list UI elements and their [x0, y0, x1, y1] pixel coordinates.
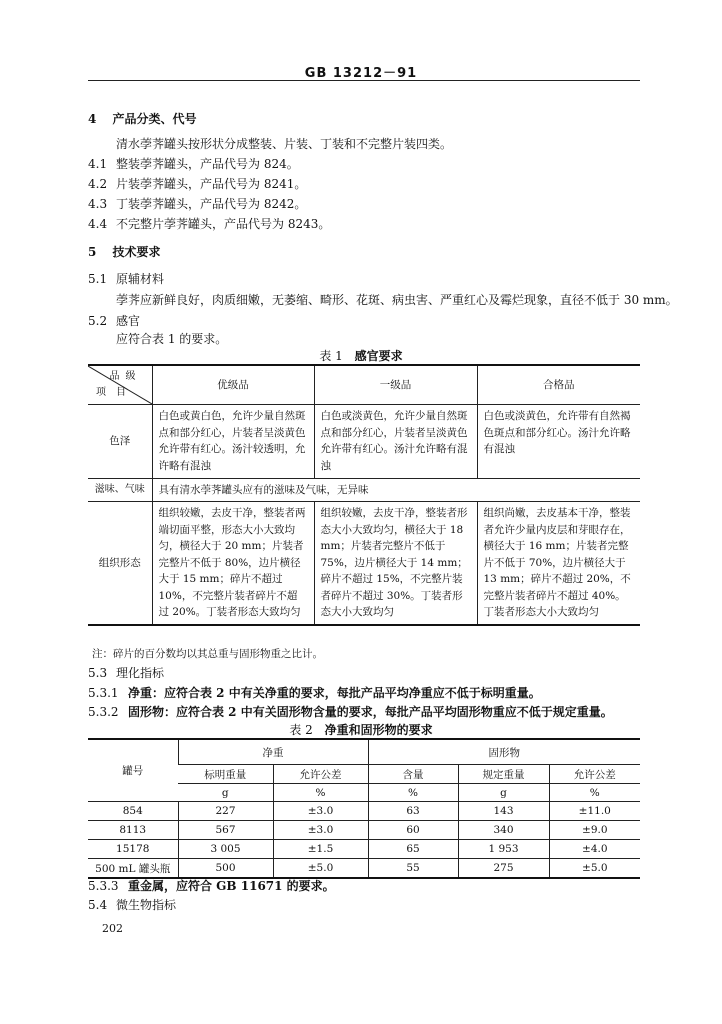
- table-cell: 组织较嫩，去皮干净，整装者两端切面平整，形态大小大致均匀，横径大于 20 mm；片装者完整片不低于 80%，边片横径大于 15 mm；碎片不超过 10%，不完整片装者碎片不超过 20%。丁装者形态大致均匀: [152, 502, 314, 625]
- unit-label: %: [273, 784, 368, 802]
- section-4-heading: [88, 110, 197, 127]
- table-diagonal-header: 品级 项目: [88, 365, 152, 405]
- subsection-5-1: 5.1 原辅材料: [88, 272, 165, 286]
- table-cell: 白色或淡黄色，允许少量自然斑点和部分红心，片装者呈淡黄色允许带有红心。汤汁允许略有混浊: [314, 405, 477, 479]
- column-header: 合格品: [477, 365, 640, 405]
- list-item: 4.4 不完整片荸荠罐头，产品代号为 8243。: [88, 217, 331, 231]
- table-row: 15178 3 005 ±1.5 65 1 953 ±4.0: [88, 840, 640, 859]
- table-row: [88, 479, 640, 502]
- table-row: 8113 567 ±3.0 60 340 ±9.0: [88, 821, 640, 840]
- column-header: 规定重量: [458, 765, 549, 784]
- header-rule: [88, 80, 640, 81]
- row-label: 滋味、气味: [88, 479, 152, 502]
- row-label: 色泽: [88, 405, 152, 479]
- column-header: 允许公差: [273, 765, 368, 784]
- subsection-5-4: 5.4 微生物指标: [88, 898, 177, 912]
- list-item: 4.3 丁装荸荠罐头，产品代号为 8242。: [88, 197, 307, 211]
- column-header: 一级品: [314, 365, 477, 405]
- table-row: [88, 405, 640, 479]
- table-2-caption: 表 2 净重和固形物的要求: [289, 723, 433, 737]
- column-header: 允许公差: [549, 765, 640, 784]
- subsection-5-3-1: 5.3.1 净重：应符合表 2 中有关净重的要求，每批产品平均净重应不低于标明重量。: [88, 686, 541, 700]
- unit-label: %: [368, 784, 458, 802]
- section-4-intro: 清水荸荠罐头按形状分成整装、片装、丁装和不完整片装四类。: [116, 137, 453, 151]
- unit-label: g: [458, 784, 549, 802]
- table-cell: 组织较嫩，去皮干净，整装者形态大小大致均匀，横径大于 18 mm；片装者完整片不低于 75%，边片横径大于 14 mm；碎片不超过 15%，不完整片装者碎片不超过 30%。丁装者形态大小大致均匀: [314, 502, 477, 625]
- column-header-can: 罐号: [88, 739, 178, 802]
- table-row: 500 mL 罐头瓶 500 ±5.0 55 275 ±5.0: [88, 859, 640, 879]
- table-cell: 组织尚嫩，去皮基本干净，整装者允许少量内皮层和芽眼存在，横径大于 16 mm；片装者完整片不低于 70%，边片横径大于 13 mm；碎片不超过 20%，不完整片装者碎片不超过 40%。丁装者形态大小大致均匀: [477, 502, 640, 625]
- section-title: 产品分类、代号: [112, 112, 197, 126]
- row-label: 组织形态: [88, 502, 152, 625]
- list-item: 4.1 整装荸荠罐头，产品代号为 824。: [88, 157, 299, 171]
- list-item: 4.2 片装荸荠罐头，产品代号为 8241。: [88, 177, 307, 191]
- section-5-heading: [88, 243, 161, 260]
- subsection-5-2: 5.2 感官: [88, 314, 141, 328]
- subsection-5-3-3: 5.3.3 重金属，应符合 GB 11671 的要求。: [88, 879, 335, 893]
- group-header-solid: 固形物: [368, 739, 640, 765]
- subsection-5-3-2: 5.3.2 固形物：应符合表 2 中有关固形物含量的要求，每批产品平均固形物重应不低于规定重量。: [88, 705, 613, 719]
- group-header-net: 净重: [178, 739, 368, 765]
- column-header: 标明重量: [178, 765, 273, 784]
- table-1-sensory: [88, 364, 640, 626]
- page-number: 202: [102, 922, 123, 935]
- section-num: 5: [88, 245, 97, 259]
- column-header: 含量: [368, 765, 458, 784]
- table-2-net-weight: [88, 738, 640, 879]
- table-1-note: 注：碎片的百分数均以其总重与固形物重之比计。: [92, 648, 323, 660]
- document-header: GB 13212－91: [304, 66, 418, 81]
- subsection-5-1-text: 荸荠应新鲜良好，肉质细嫩，无萎缩、畸形、花斑、病虫害、严重红心及霉烂现象，直径不低于 30 mm。: [116, 293, 678, 307]
- column-header: 优级品: [152, 365, 314, 405]
- unit-label: g: [178, 784, 273, 802]
- section-title: 技术要求: [112, 245, 161, 259]
- subsection-5-2-text: 应符合表 1 的要求。: [116, 332, 228, 346]
- table-1-caption: 表 1 感官要求: [319, 349, 403, 363]
- table-cell: 白色或淡黄色，允许带有自然褐色斑点和部分红心。汤汁允许略有混浊: [477, 405, 640, 479]
- table-row: [88, 502, 640, 625]
- table-cell: 白色或黄白色，允许少量自然斑点和部分红心，片装者呈淡黄色允许带有红心。汤汁较透明，允许略有混浊: [152, 405, 314, 479]
- subsection-5-3: 5.3 理化指标: [88, 666, 165, 680]
- table-cell: 具有清水荸荠罐头应有的滋味及气味，无异味: [152, 479, 640, 502]
- table-row: 854 227 ±3.0 63 143 ±11.0: [88, 802, 640, 821]
- section-num: 4: [88, 112, 97, 126]
- unit-label: %: [549, 784, 640, 802]
